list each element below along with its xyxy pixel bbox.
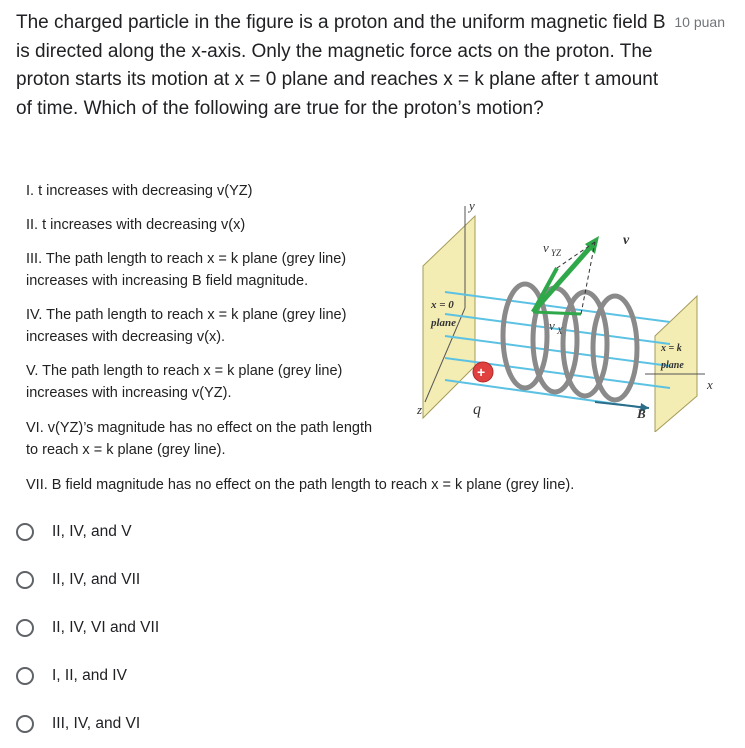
option-1[interactable] — [16, 517, 132, 547]
vyz-label: v — [543, 240, 549, 255]
radio-button-icon[interactable] — [16, 571, 34, 589]
x-axis-label: x — [707, 377, 713, 392]
planek-label-line1: x = k — [661, 343, 682, 354]
points-label: 10 puan — [674, 14, 725, 30]
radio-button-icon[interactable] — [16, 667, 34, 685]
helix-path — [503, 284, 637, 400]
radio-button-icon[interactable] — [16, 619, 34, 637]
question-text: The charged particle in the figure is a proton and the uniform magnetic field B is directed along the x-axis. Only the magnetic force acts on the proton. The proton starts its motion at x = 0 plane and reaches x = k plane after t amount of time. Which of the following are true for the proton’s motion? — [16, 12, 666, 119]
statement-4-line1: IV. The path length to reach x = k plane (grey line) — [26, 307, 347, 323]
vx-arrow — [533, 312, 581, 314]
option-label: III, IV, and VI — [52, 715, 141, 732]
option-label: II, IV, and V — [52, 523, 132, 540]
y-axis-label: y — [469, 198, 475, 213]
statement-6-line2: to reach x = k plane (grey line). — [26, 442, 226, 458]
statement-2: II. t increases with decreasing v(x) — [26, 217, 246, 233]
planek-label-line2: plane — [661, 360, 684, 371]
statement-1: I. t increases with decreasing v(YZ) — [26, 183, 253, 199]
radio-button-icon[interactable] — [16, 523, 34, 541]
statement-3-line1: III. The path length to reach x = k plane (grey line) — [26, 251, 347, 267]
option-4[interactable] — [16, 661, 127, 691]
plane0-label-line1: x = 0 — [431, 299, 454, 311]
plane0-label-line2: plane — [431, 317, 457, 329]
option-label: I, II, and IV — [52, 667, 127, 684]
option-label: II, IV, VI and VII — [52, 619, 160, 636]
vx-subscript: X — [557, 326, 563, 336]
proton-plus-label: + — [477, 364, 486, 380]
statement-7: VII. B field magnitude has no effect on the path length to reach x = k plane (grey line). — [26, 477, 575, 493]
z-axis-label: z — [417, 402, 423, 417]
statement-5-line2: increases with increasing v(YZ). — [26, 385, 232, 401]
b-label: B — [637, 406, 646, 421]
statement-5-line1: V. The path length to reach x = k plane (grey line) — [26, 363, 343, 379]
vx-label: v — [549, 318, 555, 333]
option-label: II, IV, and VII — [52, 571, 141, 588]
statement-6-line1: VI. v(YZ)’s magnitude has no effect on the path length — [26, 420, 373, 436]
statement-3-line2: increases with increasing B field magnitude. — [26, 273, 309, 289]
vyz-subscript: YZ — [551, 248, 562, 258]
statement-4-line2: increases with decreasing v(x). — [26, 329, 226, 345]
radio-button-icon[interactable] — [16, 715, 34, 733]
v-label: v — [623, 233, 630, 248]
helix-figure — [405, 196, 735, 432]
option-5[interactable] — [16, 709, 140, 739]
option-2[interactable] — [16, 565, 140, 595]
q-label: q — [473, 401, 481, 418]
option-3[interactable] — [16, 613, 159, 643]
